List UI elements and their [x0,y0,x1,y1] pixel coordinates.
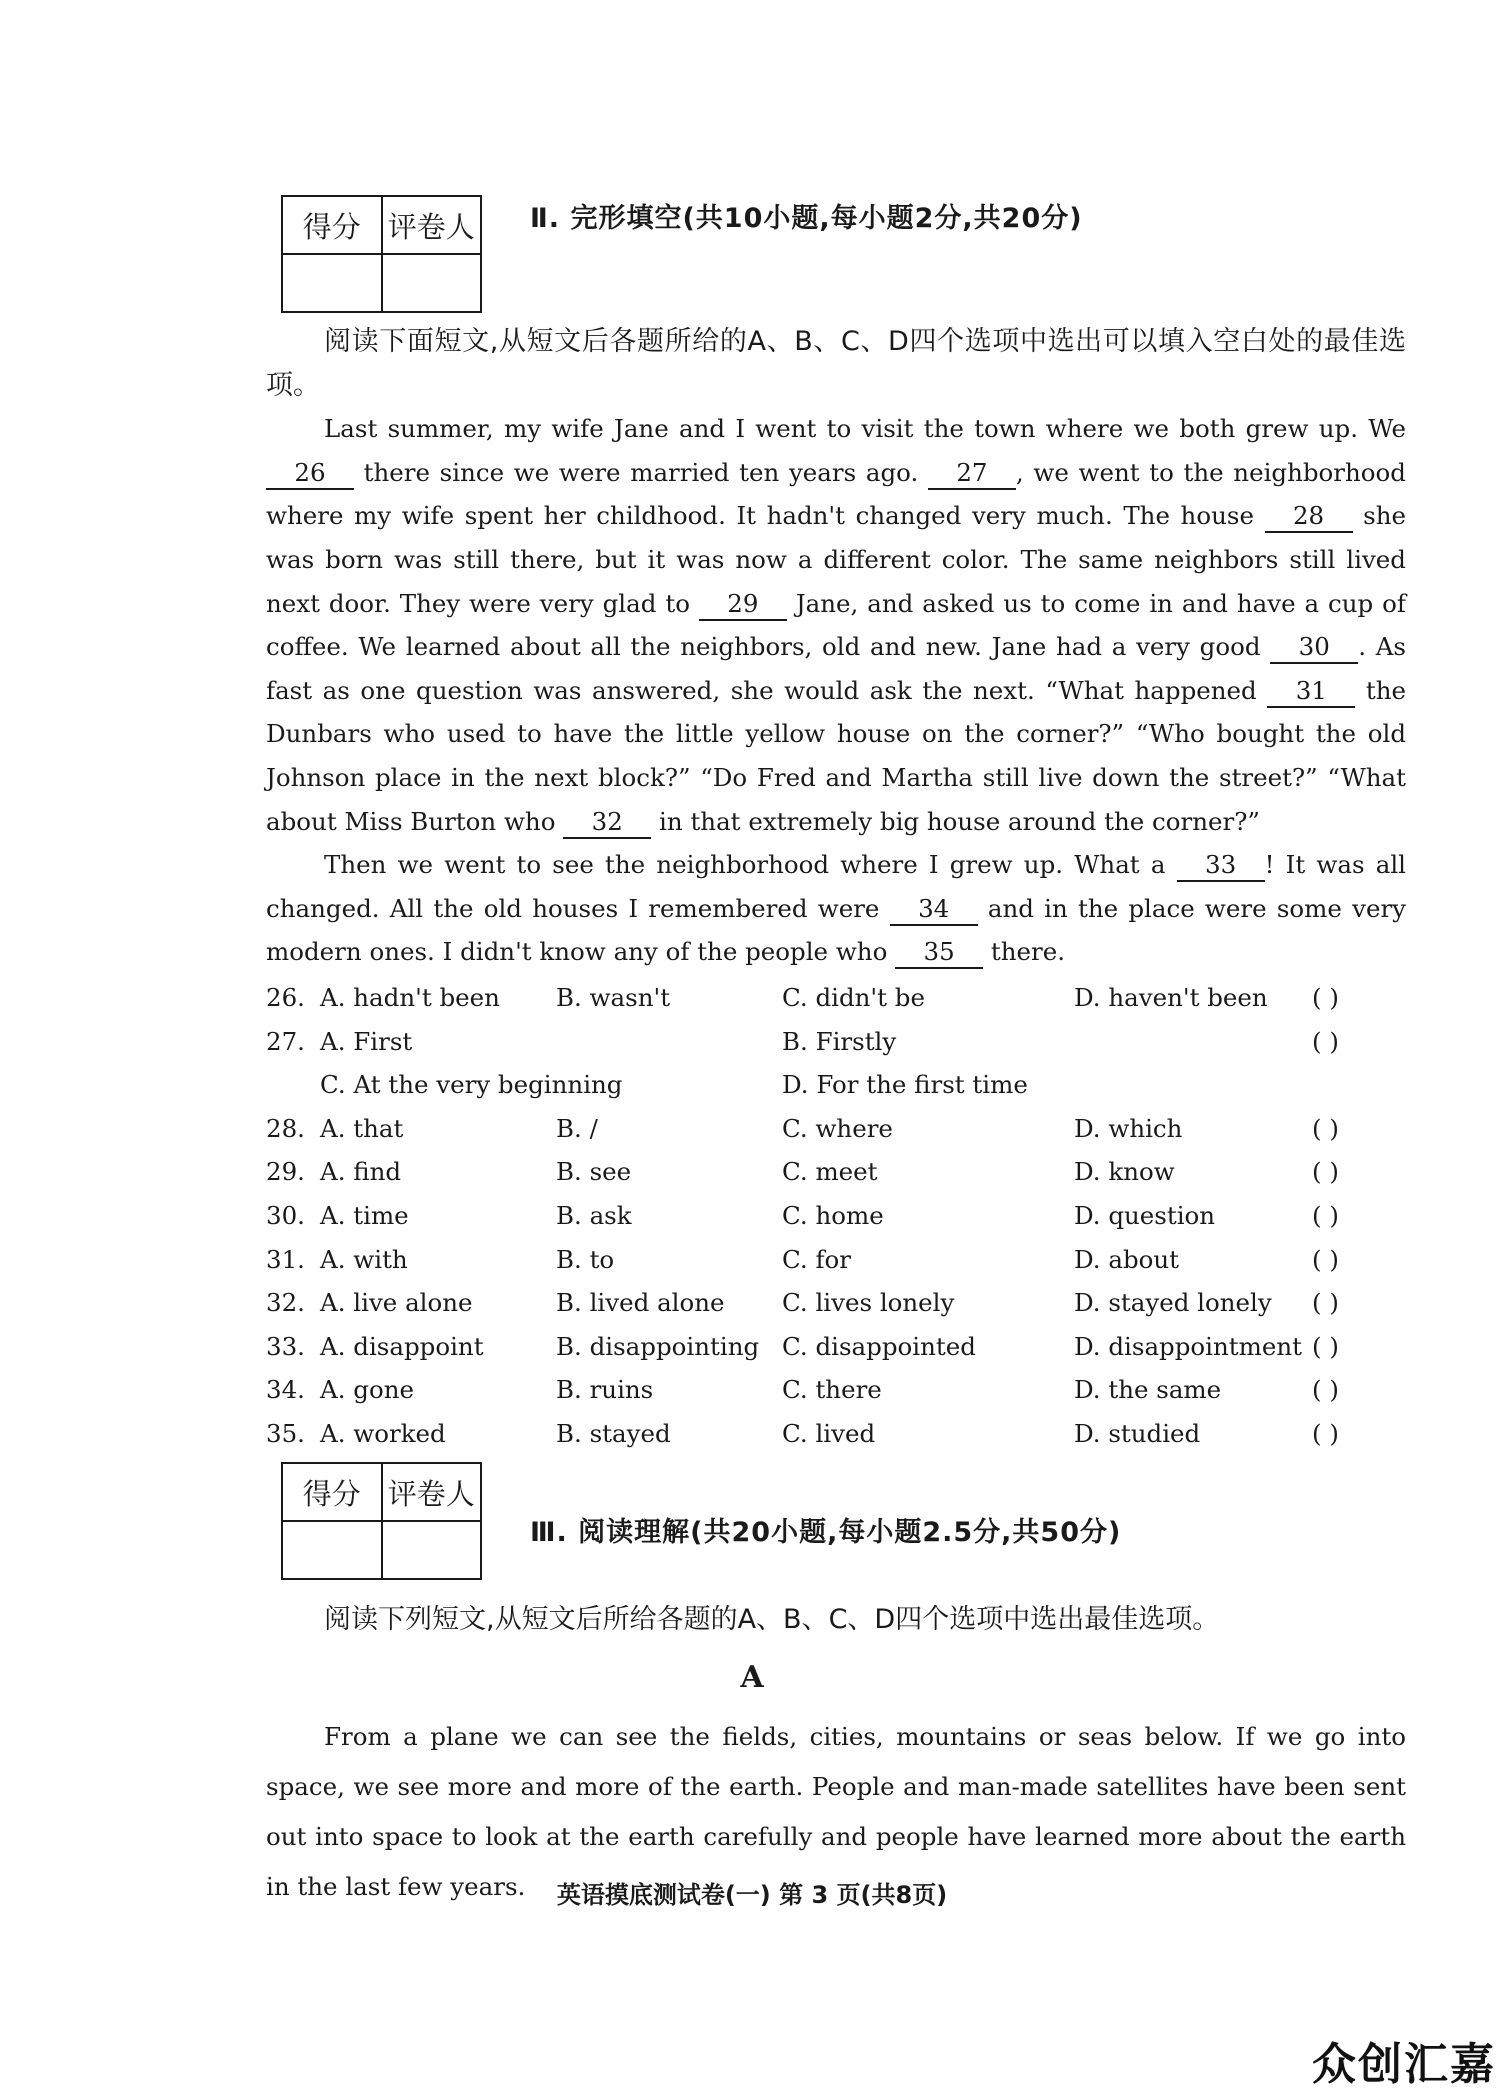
grader-cell[interactable] [382,254,482,312]
answer-parentheses[interactable]: ( ) [1312,1288,1339,1318]
option[interactable]: C. lives lonely [782,1288,955,1318]
cloze-paragraph-2 [266,843,1406,974]
answer-parentheses[interactable]: ( ) [1312,1113,1339,1143]
question-row [266,1107,1406,1151]
question-number: 26. [266,983,305,1012]
question-number: 34. [266,1375,305,1405]
option[interactable]: D. stayed lonely [1074,1288,1272,1318]
page-footer: 英语摸底测试卷(一) 第 3 页(共8页) [556,1881,948,1909]
question-row [266,1194,1406,1238]
question-number: 32. [266,1288,305,1318]
score-label: 得分 [282,196,382,254]
question-row [266,976,1406,1020]
grader-cell[interactable] [382,1521,482,1579]
question-number: 35. [266,1418,305,1448]
passage-text: in that extremely big house around the corner?” [651,806,1260,836]
grader-label: 评卷人 [382,1463,482,1521]
option[interactable]: C. disappointed [782,1331,976,1361]
option[interactable]: C. there [782,1375,882,1405]
score-box-section-2 [281,195,482,313]
cloze-blank[interactable]: 29 [699,589,787,621]
question-row [266,1368,1406,1412]
option[interactable]: B. see [556,1157,632,1187]
section-3-instruction: 阅读下列短文,从短文后所给各题的A、B、C、D四个选项中选出最佳选项。 [324,1604,1220,1635]
question-row [266,1063,1406,1107]
question-row [266,1325,1406,1369]
question-number: 28. [266,1113,305,1143]
answer-parentheses[interactable]: ( ) [1312,1200,1339,1230]
passage-text: Last summer, my wife Jane and I went to visit the town where we both grew up. We [324,414,1406,444]
option[interactable]: A. First [320,1026,413,1056]
answer-parentheses[interactable]: ( ) [1312,1375,1339,1405]
option[interactable]: C. didn't be [782,983,925,1012]
score-box-section-3 [281,1462,482,1580]
option[interactable]: D. studied [1074,1418,1201,1448]
option[interactable]: A. with [320,1244,408,1274]
section-2-title: Ⅱ. 完形填空(共10小题,每小题2分,共20分) [530,203,1083,234]
passage-label: A [740,1660,764,1695]
passage-text: she was born was still there, but it was now a different color. The same neighbors still lived next door. They were very glad to [266,501,1406,618]
question-row [266,1150,1406,1194]
passage-a-text: From a plane we can see the fields, cities, mountains or seas below. If we go into space, we see more and more of the earth. People and man-made satellites have been sent out into space to look at the earth carefully and people have learned more about the earth in the last few years. [266,1722,1406,1901]
cloze-options [266,976,1406,1456]
option[interactable]: C. where [782,1113,893,1143]
passage-text: ! It was all changed. All the old houses I remembered were [266,850,1406,923]
cloze-blank[interactable]: 30 [1270,632,1358,664]
option[interactable]: C. lived [782,1418,876,1448]
option[interactable]: A. hadn't been [320,983,500,1012]
passage-text: . As fast as one question was answered, she would ask the next. “What happened [266,632,1406,705]
section-3-title: Ⅲ. 阅读理解(共20小题,每小题2.5分,共50分) [530,1517,1122,1548]
passage-text: Then we went to see the neighborhood where I grew up. What a [324,850,1177,880]
option[interactable]: D. know [1074,1157,1175,1187]
grader-label: 评卷人 [382,196,482,254]
section-3-instruction-block [266,1598,1406,1642]
cloze-blank[interactable]: 35 [895,937,983,969]
score-cell[interactable] [282,254,382,312]
cloze-blank[interactable]: 33 [1177,850,1265,882]
option[interactable]: B. lived alone [556,1288,725,1318]
passage-text: and in the place were some very modern ones. I didn't know any of the people who [266,893,1407,967]
option[interactable]: C. for [782,1244,851,1274]
option[interactable]: D. haven't been [1074,983,1268,1012]
answer-parentheses[interactable]: ( ) [1312,1157,1339,1187]
score-label: 得分 [282,1463,382,1521]
cloze-blank[interactable]: 26 [266,458,354,490]
passage-text: Jane, and asked us to come in and have a cup of coffee. We learned about all the neighbors, old and new. Jane had a very good [266,588,1406,662]
option[interactable]: B. stayed [556,1418,671,1448]
option[interactable]: A. gone [320,1375,414,1405]
option[interactable]: B. ruins [556,1375,654,1405]
option[interactable]: A. worked [320,1418,446,1448]
cloze-paragraph-1 [266,407,1406,843]
answer-parentheses[interactable]: ( ) [1312,1331,1339,1361]
question-number: 33. [266,1331,305,1361]
question-number: 27. [266,1026,305,1056]
option[interactable]: C. home [782,1200,884,1230]
option[interactable]: C. meet [782,1157,878,1187]
cloze-blank[interactable]: 28 [1265,501,1353,533]
cloze-blank[interactable]: 32 [563,807,651,839]
section-2-body [266,320,1406,974]
cloze-blank[interactable]: 34 [890,894,978,926]
option[interactable]: B. / [556,1113,598,1143]
question-number: 30. [266,1200,305,1230]
question-row [266,1281,1406,1325]
option[interactable]: D. question [1074,1200,1216,1230]
answer-parentheses[interactable]: ( ) [1312,1244,1339,1274]
option[interactable]: D. about [1074,1244,1180,1274]
option[interactable]: B. disappointing [556,1331,760,1361]
option[interactable]: A. find [320,1157,402,1187]
option[interactable]: B. to [556,1244,615,1274]
score-cell[interactable] [282,1521,382,1579]
option[interactable]: D. which [1074,1113,1183,1143]
option[interactable]: B. Firstly [782,1026,897,1056]
passage-text: there. [983,937,1066,967]
question-number: 29. [266,1157,305,1187]
option[interactable]: A. time [320,1200,409,1230]
option[interactable]: C. At the very beginning [320,1070,623,1100]
option[interactable]: D. disappointment [1074,1331,1302,1361]
question-row [266,1020,1406,1064]
cloze-blank[interactable]: 31 [1267,676,1355,708]
passage-text: there since we were married ten years ago. [354,457,928,487]
option[interactable]: A. disappoint [320,1331,484,1361]
passage-text: , we went to the neighborhood where my wife spent her childhood. It hadn't changed very much. The house [266,457,1406,531]
option[interactable]: D. the same [1074,1375,1222,1405]
answer-parentheses[interactable]: ( ) [1312,1418,1339,1448]
option[interactable]: D. For the first time [782,1070,1028,1100]
watermark-logo: 众创汇嘉 [1312,2039,1496,2090]
question-row [266,1238,1406,1282]
option[interactable]: B. wasn't [556,983,671,1012]
option[interactable]: A. live alone [320,1288,473,1318]
cloze-blank[interactable]: 27 [928,458,1016,490]
answer-parentheses[interactable]: ( ) [1312,983,1339,1012]
question-number: 31. [266,1244,305,1274]
question-row [266,1412,1406,1456]
option[interactable]: B. ask [556,1200,632,1230]
passage-text: the Dunbars who used to have the little yellow house on the corner?” “Who bought the old Johnson place in the next block?” “Do Fred and Martha still live down the street?” “What about Miss Burton who [266,675,1406,836]
option[interactable]: A. that [320,1113,404,1143]
section-2-instruction: 阅读下面短文,从短文后各题所给的A、B、C、D四个选项中选出可以填入空白处的最佳选项。 [266,326,1406,401]
answer-parentheses[interactable]: ( ) [1312,1026,1339,1056]
